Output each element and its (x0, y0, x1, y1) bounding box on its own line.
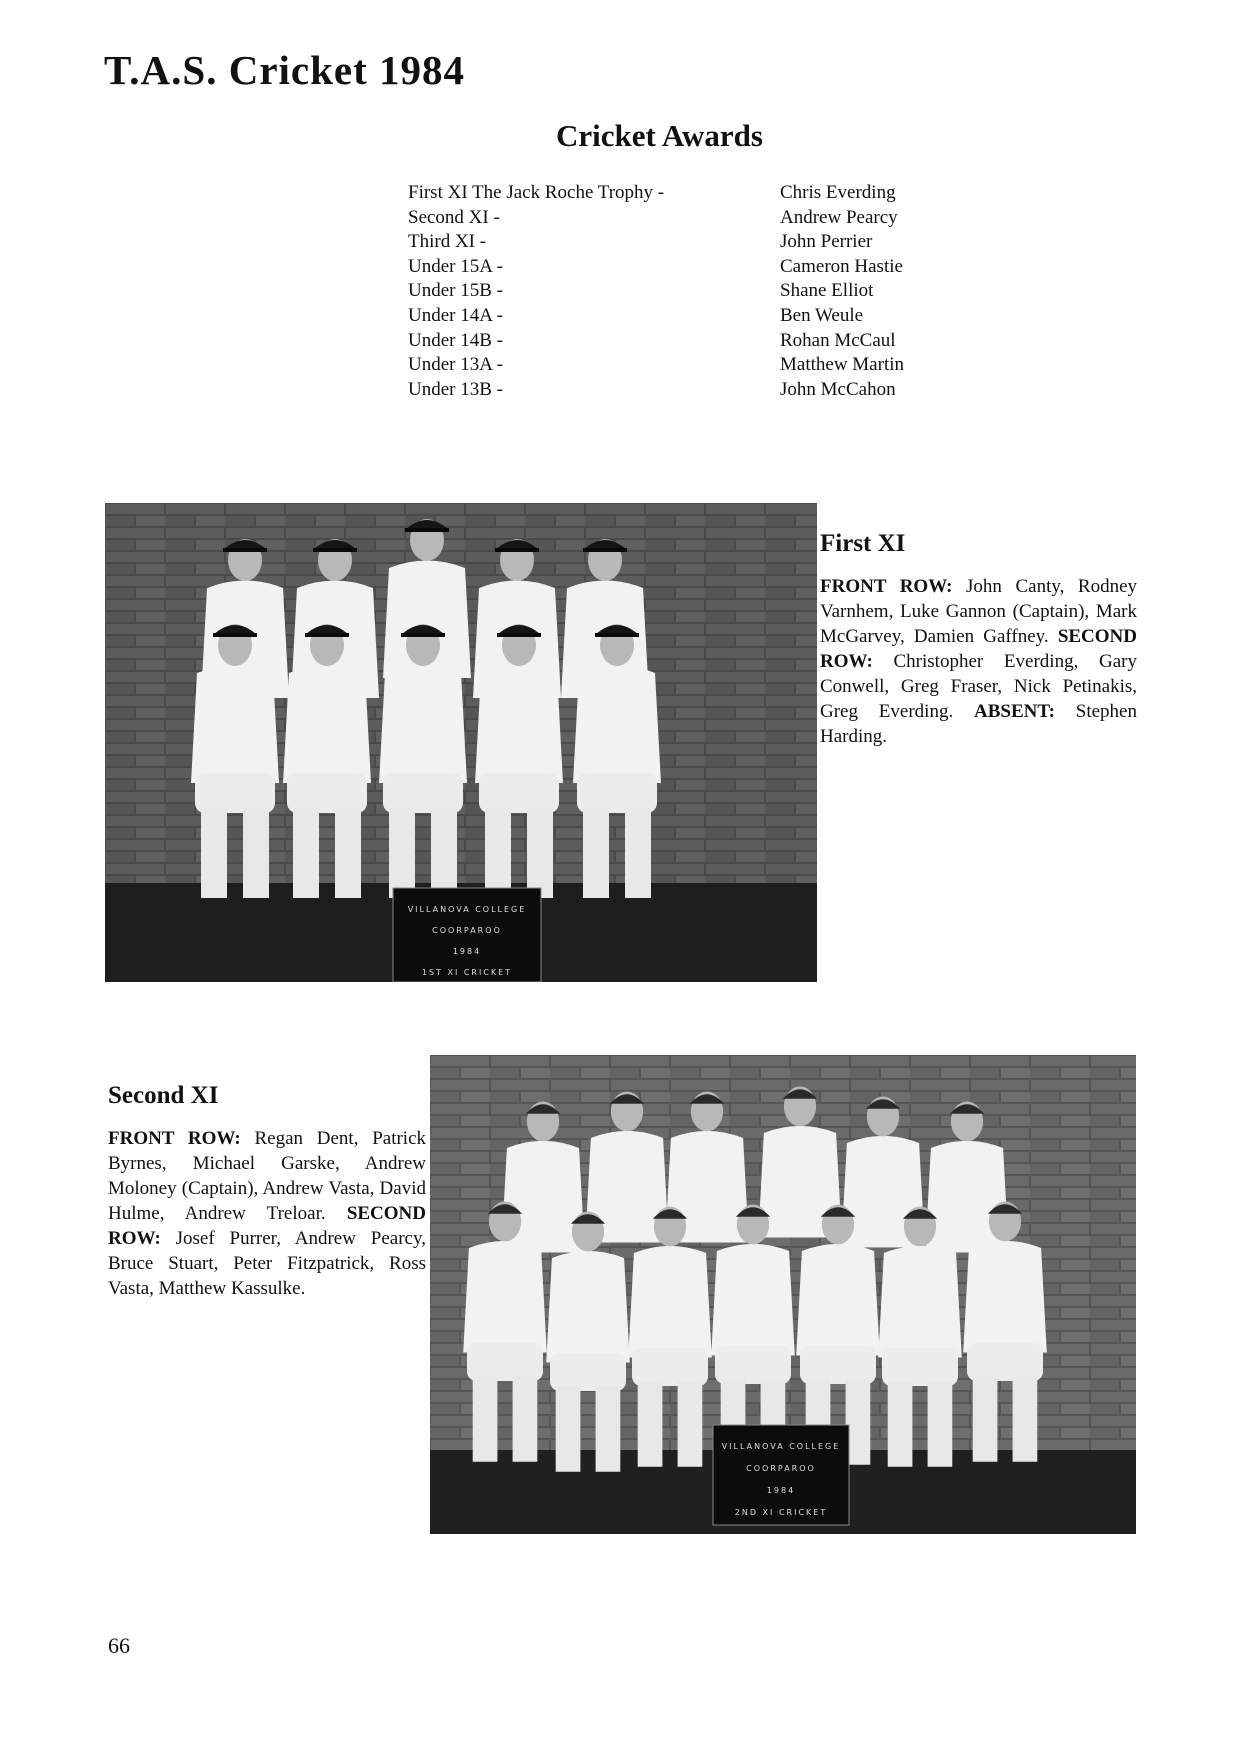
sign-line-3: 1984 (766, 1486, 796, 1495)
award-row (408, 329, 904, 354)
first-xi-caption (820, 531, 1137, 749)
sign-line-1: VILLANOVA COLLEGE (407, 905, 527, 914)
first-xi-team-photo (105, 503, 817, 982)
second-row-names: Josef Purrer, Andrew Pearcy, Bruce Stuart, Peter Fitzpatrick, Ross Vasta, Matthew Kassulke. (108, 1228, 427, 1299)
award-winner: Shane Elliot (780, 280, 874, 302)
award-winner: Rohan McCaul (780, 329, 896, 351)
front-row-names: John Canty, Rodney Varnhem, Luke Gannon (Captain), Mark McGarvey, Damien Gaffney. (820, 576, 1138, 647)
second-xi-names (108, 1126, 426, 1301)
award-winner: Matthew Martin (780, 354, 905, 376)
award-category: Under 13A - (408, 354, 503, 376)
page-number: 66 (108, 1633, 130, 1658)
awards-heading: Cricket Awards (556, 118, 763, 153)
second-row-label: SECOND ROW: (820, 626, 1137, 672)
award-row (408, 255, 904, 280)
award-category: Under 13B - (408, 378, 503, 400)
award-row (408, 181, 904, 206)
front-row-label: FRONT ROW: (820, 576, 953, 597)
award-winner: Chris Everding (780, 182, 896, 203)
second-xi-caption (108, 1083, 426, 1301)
photo-sign (713, 1425, 849, 1525)
award-category: Under 14B - (408, 329, 503, 351)
award-category: Second XI - (408, 206, 500, 228)
awards-table (408, 181, 904, 402)
award-category: Third XI - (408, 231, 487, 253)
award-row (408, 230, 904, 255)
absent-label: ABSENT: (974, 701, 1055, 722)
award-winner: Andrew Pearcy (780, 206, 898, 228)
sign-line-4: 2ND XI CRICKET (734, 1508, 828, 1517)
sign-line-1: VILLANOVA COLLEGE (721, 1442, 841, 1451)
second-row-names: Christopher Everding, Gary Conwell, Greg Fraser, Nick Petinakis, Greg Everding. (820, 651, 1138, 722)
second-xi-heading: Second XI (108, 1082, 219, 1109)
award-winner: John McCahon (780, 378, 896, 400)
award-row (408, 206, 904, 231)
award-winner: John Perrier (780, 231, 873, 253)
sign-line-2: COORPAROO (746, 1464, 816, 1473)
award-category: Under 14A - (408, 304, 503, 326)
first-xi-heading: First XI (820, 530, 906, 557)
page-title: T.A.S. Cricket 1984 (104, 47, 466, 93)
front-row-names: Regan Dent, Patrick Byrnes, Michael Garske, Andrew Moloney (Captain), Andrew Vasta, David Hulme, Andrew Treloar. (108, 1128, 427, 1224)
award-category: Under 15A - (408, 255, 503, 277)
second-row-label: SECOND ROW: (108, 1203, 426, 1249)
front-row-label: FRONT ROW: (108, 1128, 241, 1149)
award-winner: Cameron Hastie (780, 255, 903, 277)
award-row (408, 304, 904, 329)
sign-line-3: 1984 (452, 947, 482, 956)
award-category: Under 15B - (408, 280, 503, 302)
sign-line-4: 1ST XI CRICKET (421, 968, 513, 977)
award-row (408, 279, 904, 304)
award-category: First XI The Jack Roche Trophy - (408, 182, 665, 203)
award-row (408, 378, 904, 403)
second-xi-team-photo (430, 1055, 1136, 1534)
award-row (408, 353, 904, 378)
award-winner: Ben Weule (780, 304, 864, 326)
first-xi-names (820, 574, 1137, 749)
sign-line-2: COORPAROO (432, 926, 502, 935)
photo-sign (393, 888, 541, 982)
absent-names: Stephen Harding. (820, 701, 1137, 747)
